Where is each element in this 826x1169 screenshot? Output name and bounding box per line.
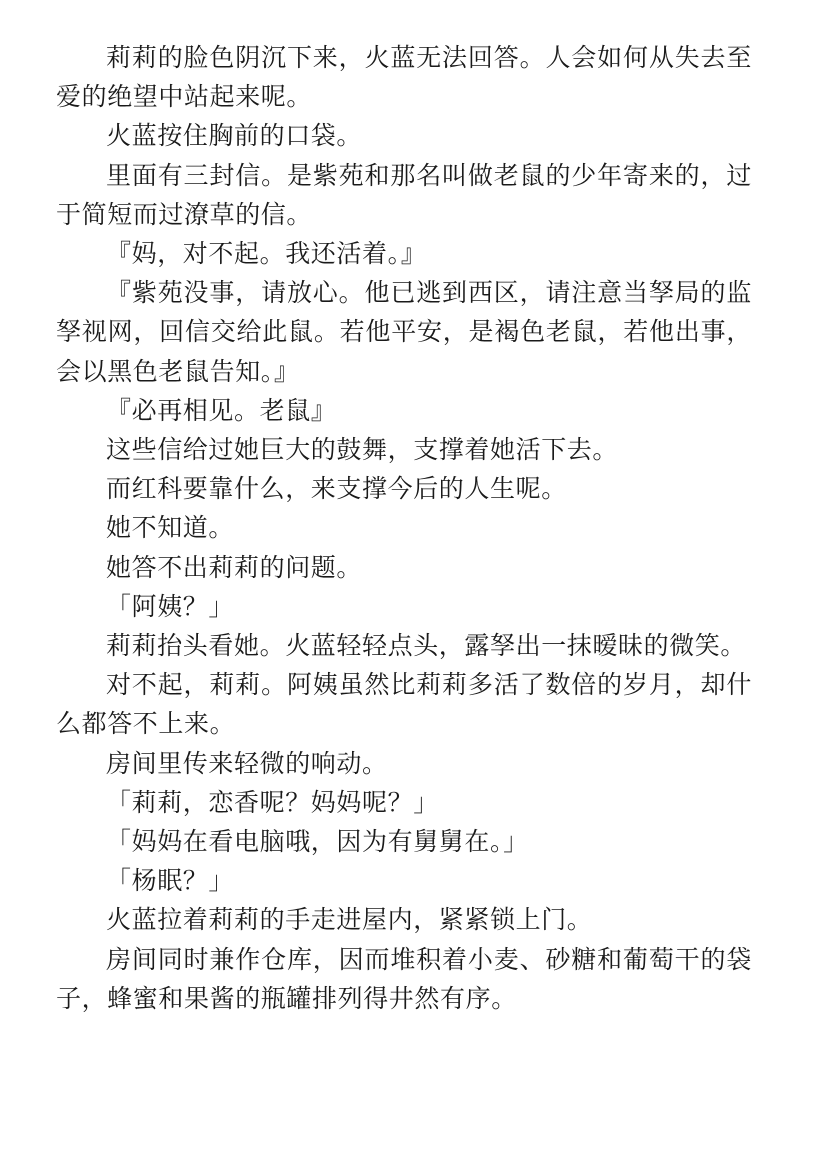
document-page bbox=[56, 38, 752, 1018]
paragraph: 火蓝拉着莉莉的手走进屋内，紧紧锁上门。 bbox=[106, 905, 593, 935]
paragraph: 『必再相见。老鼠』 bbox=[106, 395, 337, 425]
paragraph: 房间里传来轻微的响动。 bbox=[106, 748, 388, 778]
paragraph: 莉莉的脸色阴沉下来，火蓝无法回答。人会如何从失去至爱的绝望中站起来呢。 bbox=[56, 43, 752, 112]
paragraph: 这些信给过她巨大的鼓舞，支撑着她活下去。 bbox=[106, 435, 619, 465]
paragraph: 『紫苑没事，请放心。他已逃到西区，请注意当孥局的监孥视网，回信交给此鼠。若他平安，是褐色老鼠，若他出事，会以黑色老鼠告知。』 bbox=[56, 278, 752, 386]
paragraph: 房间同时兼作仓库，因而堆积着小麦、砂糖和葡萄干的袋子，蜂蜜和果酱的瓶罐排列得井然有序。 bbox=[56, 944, 752, 1013]
paragraph: 「莉莉，恋香呢？妈妈呢？」 bbox=[106, 787, 439, 817]
paragraph: 里面有三封信。是紫苑和那名叫做老鼠的少年寄来的，过于简短而过潦草的信。 bbox=[56, 160, 752, 229]
paragraph: 『妈，对不起。我还活着。』 bbox=[106, 239, 427, 269]
paragraph: 而红科要靠什么，来支撑今后的人生呢。 bbox=[106, 474, 567, 504]
paragraph: 她答不出莉莉的问题。 bbox=[106, 552, 363, 582]
paragraph: 莉莉抬头看她。火蓝轻轻点头，露孥出一抹暧昧的微笑。 bbox=[106, 631, 747, 661]
paragraph: 对不起，莉莉。阿姨虽然比莉莉多活了数倍的岁月，却什么都答不上来。 bbox=[56, 670, 752, 739]
paragraph: 「阿姨？」 bbox=[106, 591, 235, 621]
paragraph: 火蓝按住胸前的口袋。 bbox=[106, 121, 363, 151]
paragraph: 「妈妈在看电脑哦，因为有舅舅在。」 bbox=[106, 827, 529, 857]
paragraph: 「杨眠？」 bbox=[106, 866, 235, 896]
paragraph: 她不知道。 bbox=[106, 513, 235, 543]
